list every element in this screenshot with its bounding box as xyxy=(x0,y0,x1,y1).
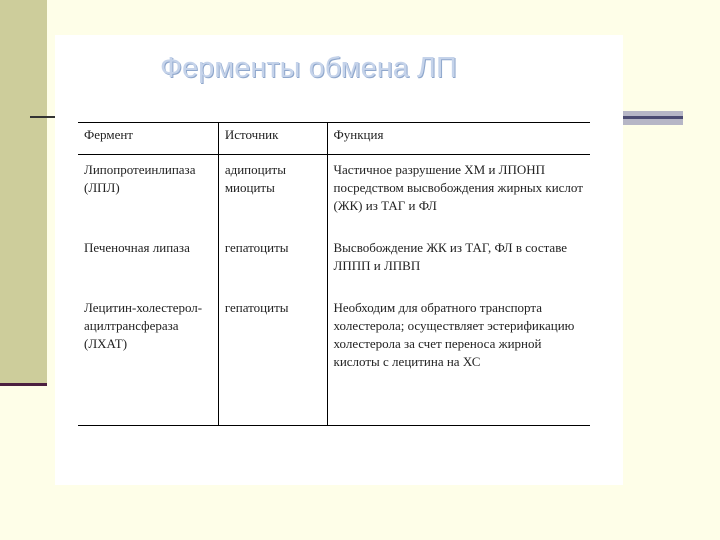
title-accent-block xyxy=(620,111,683,125)
table-row xyxy=(78,235,590,295)
cell-enzyme: Липопротеинлипаза (ЛПЛ) xyxy=(84,162,196,195)
table-row xyxy=(78,295,590,426)
cell-function: Высвобождение ЖК из ТАГ, ФЛ в составе ЛППП и ЛПВП xyxy=(327,235,590,295)
header-source: Источник xyxy=(218,123,327,155)
cell-function: Необходим для обратного транспорта холестерола; осуществляет эстерификацию холестерола за счет переноса жирной кислоты с лецитина на ХС xyxy=(327,295,590,426)
header-function: Функция xyxy=(327,123,590,155)
cell-source: адипоциты миоциты xyxy=(218,155,327,236)
cell-function: Частичное разрушение ХМ и ЛПОНП посредством высвобождения жирных кислот (ЖК) из ТАГ и ФЛ xyxy=(327,155,590,236)
table-header-row xyxy=(78,123,590,155)
table-row xyxy=(78,155,590,236)
cell-source: гепатоциты xyxy=(218,295,327,426)
header-enzyme: Фермент xyxy=(78,123,218,155)
cell-source: гепатоциты xyxy=(218,235,327,295)
side-decor-band xyxy=(0,0,47,385)
cell-enzyme: Лецитин-холестерол-ацилтрансфераза (ЛХАТ) xyxy=(78,295,218,426)
enzyme-table xyxy=(78,122,590,426)
side-decor-line xyxy=(0,383,47,386)
cell-enzyme: Печеночная липаза xyxy=(84,240,190,255)
slide-title: Ферменты обмена ЛП xyxy=(160,52,457,84)
